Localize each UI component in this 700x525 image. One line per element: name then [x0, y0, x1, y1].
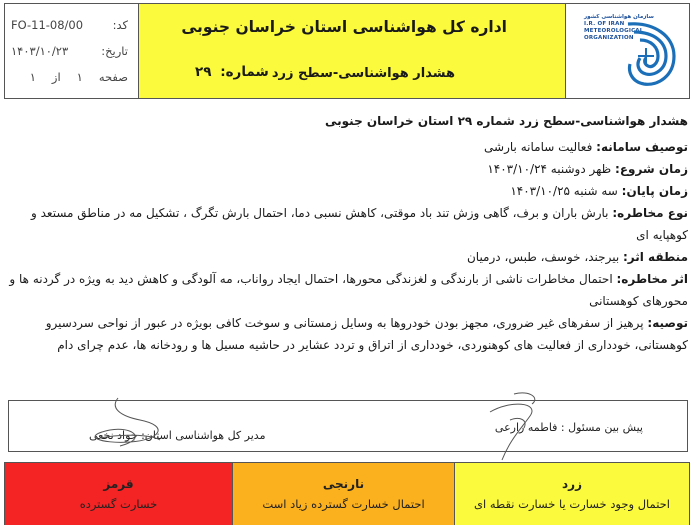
end-time-label: زمان پایان: [621, 184, 688, 198]
forecaster-signature: پیش بین مسئول : فاطمه زارعی [494, 421, 643, 434]
document-header [4, 3, 690, 99]
level-yellow-description: احتمال وجود خسارت یا خسارت نقطه ای [474, 497, 670, 511]
end-time-value: سه شنبه ۱۴۰۳/۱۰/۲۵ [510, 184, 618, 198]
page-current: ۱ [76, 70, 83, 84]
code-label: کد: [112, 18, 128, 32]
code-row [11, 12, 128, 38]
start-time-label: زمان شروع: [615, 162, 688, 176]
warning-level-legend [4, 462, 690, 525]
code-value: FO-11-08/00 [11, 18, 84, 32]
hazard-type-label: نوع مخاطره: [612, 206, 688, 220]
date-row [11, 38, 128, 64]
level-yellow-name: زرد [562, 477, 582, 491]
warning-body [8, 110, 688, 356]
page-total: ۱ [29, 70, 36, 84]
system-description-label: توصیف سامانه: [596, 140, 688, 154]
date-value: ۱۴۰۳/۱۰/۲۳ [11, 44, 69, 58]
hazard-effect-label: اثر مخاطره: [616, 272, 688, 286]
header-banner [139, 4, 565, 98]
system-description-value: فعالیت سامانه بارشی [484, 140, 593, 154]
level-red-name: قرمز [103, 477, 134, 491]
level-yellow [455, 463, 690, 525]
warning-number-value: ۲۹ [195, 64, 212, 80]
page-label: صفحه [98, 70, 128, 84]
affected-area-value: بیرجند، خوسف، طبس، درمیان [466, 250, 620, 264]
recommendation-label: توصیه: [647, 316, 688, 330]
logo-line-2: I.R. OF IRAN [584, 21, 625, 27]
start-time-value: ظهر دوشنبه ۱۴۰۳/۱۰/۲۴ [487, 162, 612, 176]
page-row [11, 64, 128, 90]
recommendation [8, 312, 688, 356]
hazard-type-value: بارش باران و برف، گاهی وزش تند باد موقتی، کاهش نسبی دما، احتمال بارش تگرگ ، تشکیل مه در مناطق مستعد و کوهپایه ای [31, 206, 688, 242]
page-of: از [51, 70, 61, 84]
warning-headline: هشدار هواشناسی-سطح زرد شماره ۲۹ استان خراسان جنوبی [325, 114, 688, 128]
logo-line-4: ORGANIZATION [584, 35, 634, 41]
end-time [8, 180, 688, 202]
recommendation-value: پرهیز از سفرهای غیر ضروری، مجهز بودن خودروها به وسایل زمستانی و سوخت کافی بویژه در عبور از نواحی سردسیرو کوهستانی، خودداری از فعالیت های کوهنوردی، خودداری از اتراق و تردد عشایر در حاشیه مسیل ها و رودخانه ها، عدم چرای دام [45, 316, 688, 352]
date-label: تاریخ: [101, 44, 128, 58]
director-signature: مدیر کل هواشناسی استان: جواد نخعی [89, 429, 266, 442]
warning-number [195, 64, 269, 80]
start-time [8, 158, 688, 180]
hazard-type [8, 202, 688, 246]
document-meta [5, 4, 139, 98]
logo-line-3: METEOROLOGICAL [584, 28, 644, 34]
affected-area [8, 246, 688, 268]
system-description [8, 136, 688, 158]
level-red [5, 463, 233, 525]
hazard-effect-value: احتمال مخاطرات ناشی از بارندگی و لغزندگی محورها، احتمال ایجاد رواناب، مه آلودگی و کاهش دید به ویژه در گردنه ها و محورهای کوهستانی [9, 272, 688, 308]
logo-line-1: سازمان هواشناسی کشور [584, 14, 654, 20]
level-orange [233, 463, 455, 525]
office-title: اداره کل هواشناسی استان خراسان جنوبی [181, 18, 507, 36]
warning-number-label: شماره: [220, 64, 269, 80]
organization-logo [565, 4, 689, 98]
warning-level-title: هشدار هواشناسی-سطح زرد [271, 66, 455, 81]
level-orange-name: نارنجی [322, 477, 365, 491]
affected-area-label: منطقه اثر: [623, 250, 688, 264]
level-orange-description: احتمال خسارت گسترده زیاد است [262, 497, 425, 511]
hazard-effect [8, 268, 688, 312]
level-red-description: خسارت گسترده [79, 497, 158, 511]
meteorological-spiral-icon [624, 18, 678, 90]
